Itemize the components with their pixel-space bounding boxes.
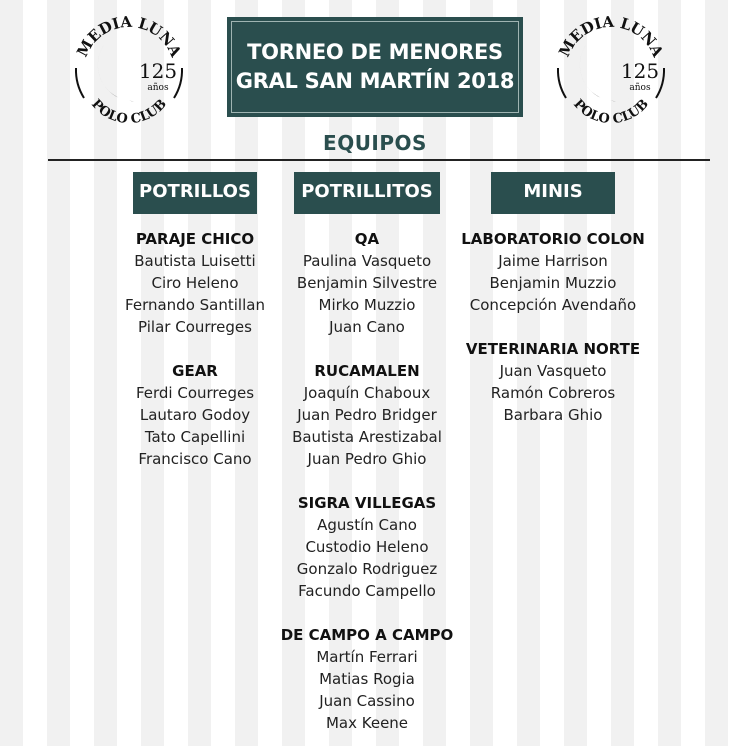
category-header: POTRILLITOS bbox=[294, 172, 440, 214]
svg-text:MEDIA LUNA: MEDIA LUNA bbox=[555, 12, 667, 60]
category-header: POTRILLOS bbox=[133, 172, 257, 214]
section-title: EQUIPOS bbox=[323, 131, 427, 155]
divider bbox=[48, 159, 710, 161]
player-list bbox=[292, 382, 442, 470]
player-list bbox=[125, 250, 265, 338]
svg-text:POLO CLUB: POLO CLUB bbox=[88, 96, 170, 128]
team-block bbox=[297, 228, 437, 338]
player-name: Bautista Arestizabal bbox=[292, 428, 442, 446]
svg-text:MEDIA LUNA: MEDIA LUNA bbox=[73, 12, 185, 60]
player-list bbox=[466, 360, 640, 426]
player-name: Concepción Avendaño bbox=[469, 296, 637, 314]
title-line-1: TORNEO DE MENORES bbox=[247, 40, 503, 64]
title-frame bbox=[231, 21, 519, 113]
team-name: PARAJE CHICO bbox=[135, 230, 255, 248]
player-name: Juan Cano bbox=[329, 318, 405, 336]
team-name: RUCAMALEN bbox=[314, 362, 420, 380]
player-name: Bautista Luisetti bbox=[134, 252, 256, 270]
player-name: Custodio Heleno bbox=[305, 538, 429, 556]
player-name: Fernando Santillan bbox=[125, 296, 265, 314]
team-block bbox=[292, 360, 442, 470]
title-line-2: GRAL SAN MARTÍN 2018 bbox=[235, 69, 515, 93]
player-name: Ramón Cobreros bbox=[490, 384, 616, 402]
player-name: Francisco Cano bbox=[138, 450, 252, 468]
team-block bbox=[281, 624, 454, 734]
team-name: SIGRA VILLEGAS bbox=[297, 494, 437, 512]
player-name: Agustín Cano bbox=[317, 516, 417, 534]
player-name: Gonzalo Rodriguez bbox=[296, 560, 438, 578]
team-block bbox=[297, 492, 437, 602]
player-name: Joaquín Chaboux bbox=[303, 384, 431, 402]
player-list bbox=[297, 514, 437, 602]
category-header: MINIS bbox=[491, 172, 615, 214]
player-name: Juan Pedro Bridger bbox=[297, 406, 437, 424]
player-name: Juan Vasqueto bbox=[499, 362, 607, 380]
team-name: GEAR bbox=[172, 362, 218, 380]
player-name: Paulina Vasqueto bbox=[302, 252, 432, 270]
tournament-title-banner bbox=[227, 17, 523, 117]
player-name: Juan Pedro Ghio bbox=[307, 450, 427, 468]
player-list bbox=[136, 382, 254, 470]
category-column bbox=[120, 172, 270, 470]
svg-text:POLO CLUB: POLO CLUB bbox=[570, 96, 652, 128]
player-name: Jaime Harrison bbox=[498, 252, 608, 270]
player-name: Matias Rogia bbox=[319, 670, 415, 688]
svg-text:125: 125 bbox=[620, 59, 660, 83]
player-name: Juan Cassino bbox=[319, 692, 415, 710]
club-logo-left bbox=[70, 10, 188, 130]
player-name: Ferdi Courreges bbox=[135, 384, 255, 402]
player-name: Pilar Courreges bbox=[138, 318, 252, 336]
player-list bbox=[297, 250, 437, 338]
player-name: Barbara Ghio bbox=[503, 406, 603, 424]
player-name: Ciro Heleno bbox=[151, 274, 239, 292]
team-name: LABORATORIO COLON bbox=[461, 230, 645, 248]
player-name: Benjamin Muzzio bbox=[489, 274, 617, 292]
player-name: Benjamin Silvestre bbox=[296, 274, 438, 292]
category-column bbox=[281, 172, 453, 734]
player-name: Mirko Muzzio bbox=[318, 296, 416, 314]
category-column bbox=[455, 172, 651, 426]
player-name: Max Keene bbox=[325, 714, 409, 732]
player-name: Facundo Campello bbox=[298, 582, 436, 600]
club-logo-right bbox=[552, 10, 670, 130]
team-block bbox=[466, 338, 640, 426]
player-name: Lautaro Godoy bbox=[139, 406, 251, 424]
team-block bbox=[136, 360, 254, 470]
player-list bbox=[281, 646, 454, 734]
team-block bbox=[461, 228, 645, 316]
team-name: VETERINARIA NORTE bbox=[465, 340, 641, 358]
player-name: Tato Capellini bbox=[144, 428, 246, 446]
svg-text:125: 125 bbox=[138, 59, 178, 83]
team-block bbox=[125, 228, 265, 338]
player-name: Martín Ferrari bbox=[316, 648, 418, 666]
player-list bbox=[461, 250, 645, 316]
team-name: DE CAMPO A CAMPO bbox=[280, 626, 454, 644]
team-name: QA bbox=[354, 230, 380, 248]
svg-text:años: años bbox=[147, 83, 169, 93]
svg-text:años: años bbox=[629, 83, 651, 93]
